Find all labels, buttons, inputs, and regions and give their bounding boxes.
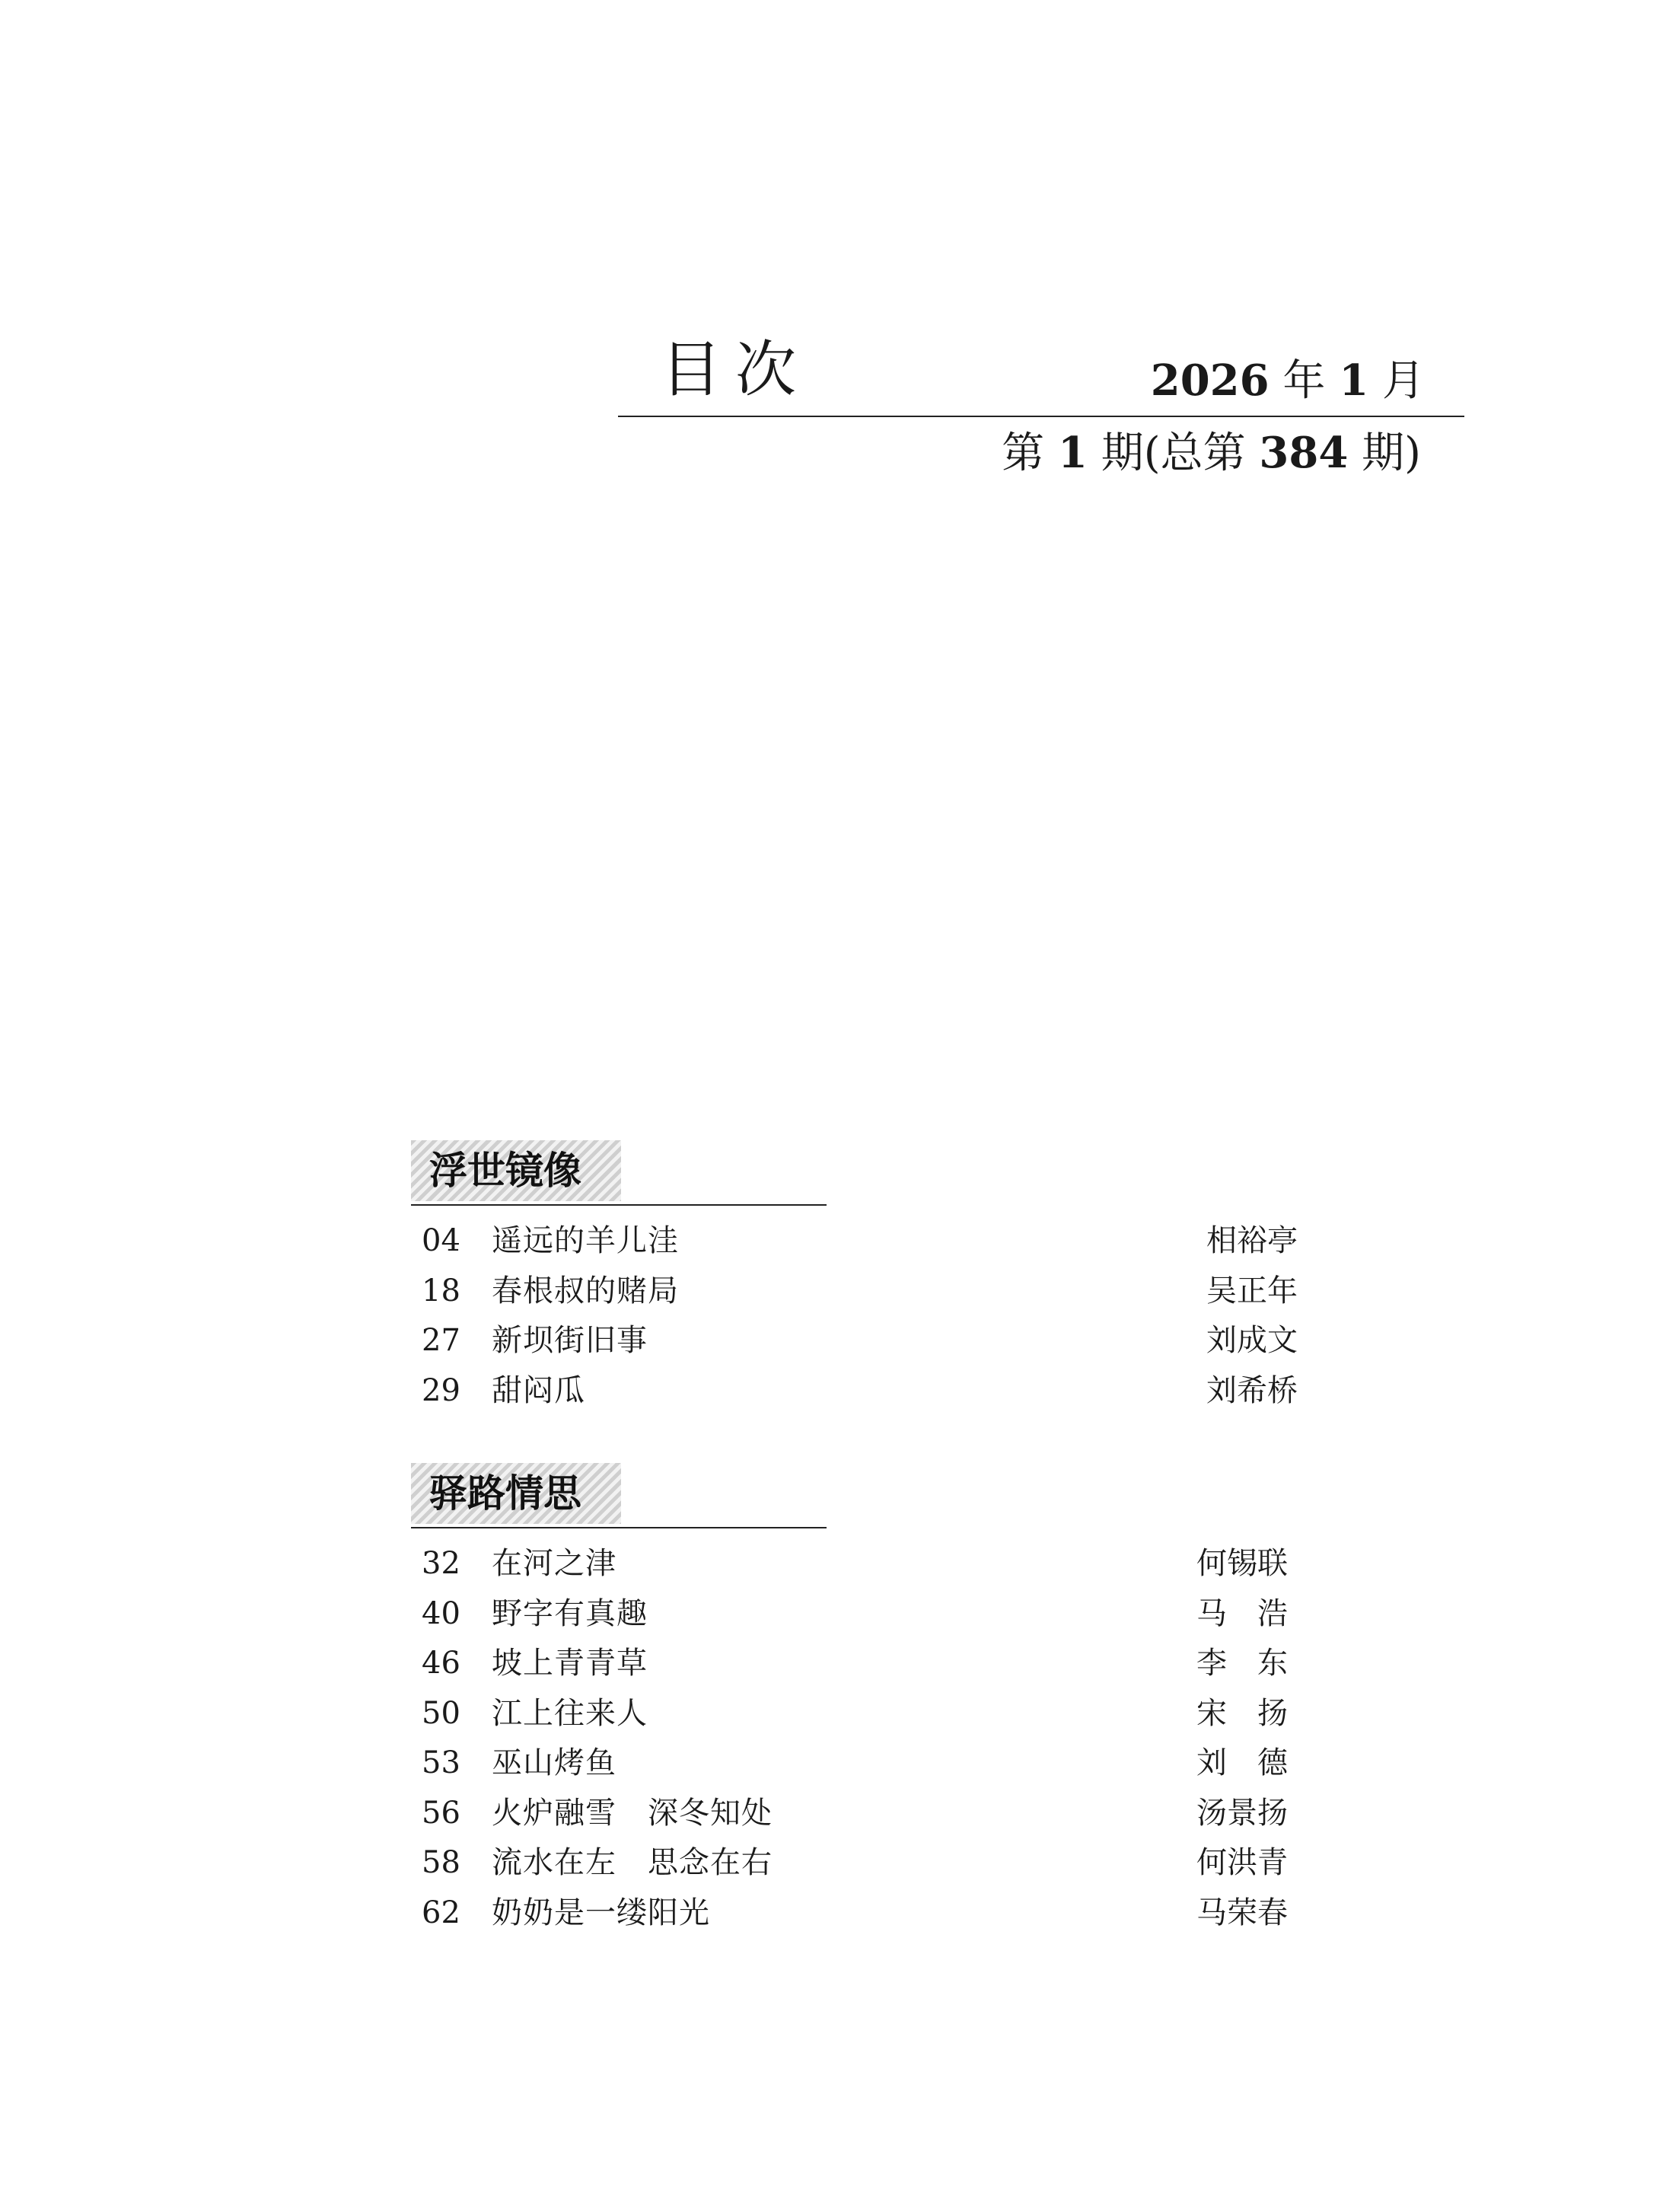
entry-list	[411, 1539, 1324, 1938]
issue-year-unit: 年	[1282, 356, 1326, 406]
toc-entry[interactable]	[411, 1739, 1324, 1789]
page-title: 目次	[661, 334, 810, 405]
issue-suffix: 期)	[1362, 429, 1421, 478]
entry-list	[411, 1216, 1324, 1416]
entry-author: 马荣春	[1196, 1895, 1288, 1930]
issue-year: 2026	[1150, 355, 1270, 406]
entry-page: 62	[422, 1895, 460, 1930]
section-divider	[411, 1204, 827, 1206]
entry-page: 46	[422, 1646, 460, 1681]
toc-entry[interactable]	[411, 1689, 1324, 1739]
toc-entry[interactable]	[411, 1888, 1324, 1939]
issue-prefix: 第	[1002, 429, 1045, 478]
entry-page: 04	[422, 1223, 460, 1258]
toc-entry[interactable]	[411, 1267, 1324, 1317]
toc-entry[interactable]	[411, 1589, 1324, 1640]
issue-date	[1151, 350, 1425, 412]
issue-total: 384	[1259, 428, 1349, 478]
entry-title: 奶奶是一缕阳光	[492, 1895, 710, 1930]
entry-page: 56	[422, 1795, 460, 1831]
entry-author: 刘 德	[1196, 1745, 1288, 1780]
toc-entry[interactable]	[411, 1366, 1324, 1417]
entry-author: 李 东	[1196, 1646, 1288, 1681]
toc-entry[interactable]	[411, 1789, 1324, 1839]
entry-author: 刘成文	[1206, 1323, 1298, 1358]
entry-page: 27	[422, 1323, 460, 1358]
entry-author: 何洪青	[1196, 1845, 1288, 1880]
toc-entry[interactable]	[411, 1639, 1324, 1689]
toc-entry[interactable]	[411, 1838, 1324, 1888]
issue-month-unit: 月	[1382, 356, 1425, 406]
toc-entry[interactable]	[411, 1539, 1324, 1589]
entry-title: 巫山烤鱼	[492, 1745, 616, 1780]
entry-author: 宋 扬	[1196, 1695, 1288, 1731]
toc-section	[411, 1140, 1324, 1408]
entry-title: 遥远的羊儿洼	[492, 1223, 679, 1258]
entry-page: 53	[422, 1745, 460, 1780]
entry-author: 何锡联	[1196, 1546, 1288, 1581]
entry-page: 50	[422, 1695, 460, 1731]
issue-no: 1	[1057, 428, 1088, 478]
toc-entry[interactable]	[411, 1216, 1324, 1267]
entry-author: 马 浩	[1196, 1595, 1288, 1631]
entry-author: 吴正年	[1206, 1273, 1298, 1308]
entry-author: 相裕亭	[1206, 1223, 1298, 1258]
issue-month: 1	[1339, 355, 1369, 406]
entry-page: 58	[422, 1845, 460, 1880]
issue-number	[1002, 422, 1421, 484]
entry-page: 40	[422, 1595, 460, 1631]
entry-page: 29	[422, 1372, 460, 1408]
entry-page: 18	[422, 1273, 460, 1308]
entry-author: 刘希桥	[1206, 1372, 1298, 1408]
entry-title: 火炉融雪 深冬知处	[492, 1795, 773, 1831]
entry-title: 江上往来人	[492, 1695, 648, 1731]
entry-title: 在河之津	[492, 1546, 616, 1581]
entry-title: 野字有真趣	[492, 1595, 648, 1631]
header-divider	[618, 416, 1464, 417]
section-header	[411, 1140, 1324, 1206]
section-label: 浮世镜像	[429, 1149, 581, 1193]
entry-title: 甜闷瓜	[492, 1372, 585, 1408]
toc-entry[interactable]	[411, 1316, 1324, 1366]
entry-page: 32	[422, 1546, 460, 1581]
section-header	[411, 1463, 1324, 1528]
section-divider	[411, 1527, 827, 1528]
section-label: 驿路情思	[429, 1471, 581, 1516]
entry-title: 坡上青青草	[492, 1646, 648, 1681]
entry-title: 流水在左 思念在右	[492, 1845, 773, 1880]
entry-title: 新坝街旧事	[492, 1323, 648, 1358]
entry-title: 春根叔的赌局	[492, 1273, 679, 1308]
toc-section	[411, 1463, 1324, 1930]
issue-mid: 期(总第	[1101, 429, 1246, 478]
entry-author: 汤景扬	[1196, 1795, 1288, 1831]
